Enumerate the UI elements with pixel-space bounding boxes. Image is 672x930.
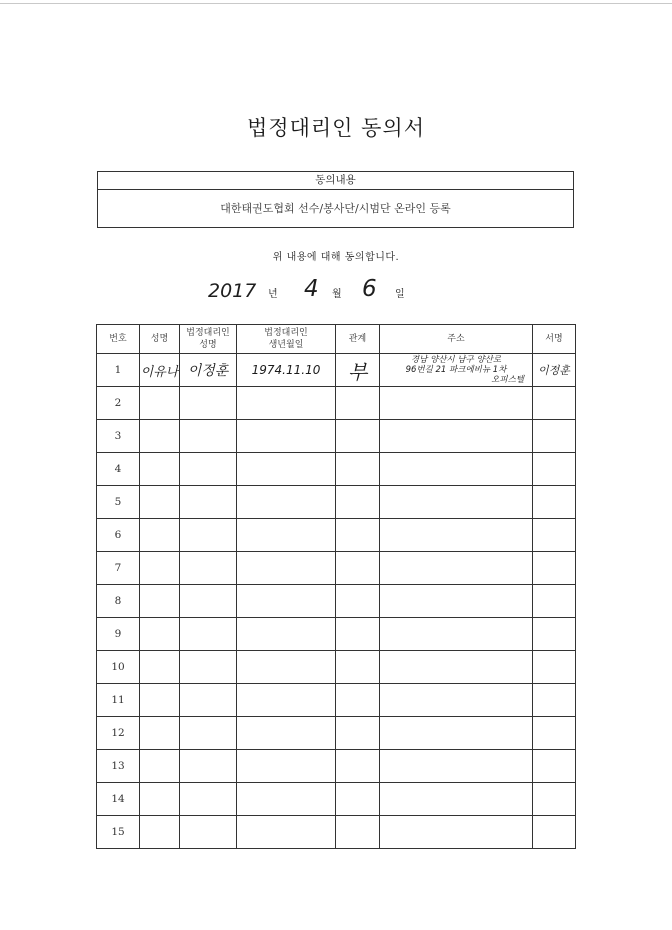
row-relation: [336, 651, 380, 684]
row-name: [140, 453, 180, 486]
date-day: 6: [362, 276, 377, 302]
row-guardian-name: [180, 387, 237, 420]
row-relation-handwritten: 부: [347, 359, 368, 384]
row-relation: [336, 684, 380, 717]
row-name: [140, 684, 180, 717]
row-address: [380, 750, 533, 783]
row-guardian-name: [180, 585, 237, 618]
row-guardian-birth: [237, 816, 336, 849]
table-row: [97, 354, 576, 387]
row-guardian-birth: [237, 453, 336, 486]
row-no: 15: [97, 816, 140, 849]
table-row: [97, 717, 576, 750]
row-signature: [533, 387, 576, 420]
date-day-unit: 일: [395, 289, 405, 300]
row-guardian-birth: [237, 420, 336, 453]
row-address: [380, 486, 533, 519]
table-row: [97, 552, 576, 585]
document-title: 법정대리인 동의서: [247, 116, 425, 140]
row-no: 13: [97, 750, 140, 783]
header-guardian-name: [180, 325, 237, 354]
table-row: [97, 453, 576, 486]
row-name: [140, 651, 180, 684]
row-no: 4: [97, 453, 140, 486]
consent-date: [0, 276, 672, 308]
row-relation: [336, 717, 380, 750]
date-year-unit: 년: [268, 289, 278, 300]
row-guardian-name: [180, 651, 237, 684]
row-address: [380, 354, 533, 387]
header-guardian-name-line2: 성명: [199, 340, 217, 350]
agreement-statement: 위 내용에 대해 동의합니다.: [272, 252, 400, 263]
row-guardian-name: [180, 486, 237, 519]
row-address: [380, 717, 533, 750]
row-name: [140, 585, 180, 618]
row-no: 6: [97, 519, 140, 552]
table-row: [97, 585, 576, 618]
row-name: [140, 618, 180, 651]
row-signature: [533, 486, 576, 519]
row-guardian-name: [180, 783, 237, 816]
row-guardian-birth: [237, 387, 336, 420]
header-no: 번호: [97, 325, 140, 354]
row-guardian-birth: [237, 618, 336, 651]
row-guardian-name: [180, 816, 237, 849]
row-relation: [336, 585, 380, 618]
row-address: [380, 453, 533, 486]
consent-header: 동의내용: [98, 172, 573, 190]
row-signature: [533, 585, 576, 618]
row-relation: [336, 618, 380, 651]
consent-content-box: [97, 171, 574, 228]
row-guardian-name: [180, 552, 237, 585]
row-guardian-birth: [237, 684, 336, 717]
row-address: [380, 420, 533, 453]
row-guardian-birth: [237, 651, 336, 684]
row-name: [140, 387, 180, 420]
row-signature: [533, 420, 576, 453]
row-address: [380, 618, 533, 651]
row-guardian-birth: [237, 519, 336, 552]
row-signature: [533, 354, 576, 387]
header-guardian-name-line1: 법정대리인: [186, 328, 230, 338]
header-relation: 관계: [336, 325, 380, 354]
row-guardian-name: [180, 420, 237, 453]
row-no: 2: [97, 387, 140, 420]
row-guardian-name: [180, 750, 237, 783]
row-address: [380, 585, 533, 618]
row-no: 12: [97, 717, 140, 750]
date-month-unit: 월: [332, 289, 342, 300]
row-name: [140, 783, 180, 816]
row-no: 3: [97, 420, 140, 453]
row-signature: [533, 684, 576, 717]
row-guardian-name-handwritten: 이정훈: [187, 363, 229, 379]
row-name: [140, 552, 180, 585]
row-name: [140, 750, 180, 783]
table-header-row: [97, 325, 576, 354]
row-signature: [533, 783, 576, 816]
row-signature: [533, 618, 576, 651]
table-row: [97, 387, 576, 420]
row-signature-handwritten: 이정훈: [538, 364, 570, 377]
row-no: 8: [97, 585, 140, 618]
row-guardian-name: [180, 717, 237, 750]
row-relation: [336, 420, 380, 453]
table-row: [97, 783, 576, 816]
table-row: [97, 519, 576, 552]
row-name: [140, 717, 180, 750]
row-signature: [533, 453, 576, 486]
row-guardian-name: [180, 354, 237, 387]
row-name: [140, 354, 180, 387]
header-address: 주소: [380, 325, 533, 354]
row-relation: [336, 552, 380, 585]
row-relation: [336, 816, 380, 849]
row-no: 11: [97, 684, 140, 717]
row-relation: [336, 519, 380, 552]
row-relation: [336, 387, 380, 420]
row-guardian-birth: [237, 717, 336, 750]
row-relation: [336, 354, 380, 387]
row-guardian-birth: [237, 750, 336, 783]
row-no: 10: [97, 651, 140, 684]
row-address-line2: 96번길 21 파크에비뉴 1차: [405, 365, 507, 375]
header-signature: 서명: [533, 325, 576, 354]
table-row: [97, 684, 576, 717]
row-relation: [336, 750, 380, 783]
row-name: [140, 816, 180, 849]
row-name: [140, 420, 180, 453]
row-no: 9: [97, 618, 140, 651]
header-guardian-birth-line2: 생년월일: [268, 340, 304, 350]
row-signature: [533, 552, 576, 585]
row-no: 14: [97, 783, 140, 816]
row-address-line3: 오피스텔: [491, 375, 524, 385]
row-guardian-name: [180, 684, 237, 717]
row-no: 5: [97, 486, 140, 519]
row-name: [140, 519, 180, 552]
row-relation: [336, 783, 380, 816]
row-address: [380, 552, 533, 585]
table-row: [97, 816, 576, 849]
row-address: [380, 387, 533, 420]
row-guardian-name: [180, 618, 237, 651]
row-relation: [336, 453, 380, 486]
table-row: [97, 486, 576, 519]
row-guardian-name: [180, 519, 237, 552]
row-address: [380, 684, 533, 717]
table-row: [97, 651, 576, 684]
row-relation: [336, 486, 380, 519]
row-no: 7: [97, 552, 140, 585]
row-signature: [533, 816, 576, 849]
row-address: [380, 816, 533, 849]
scan-edge-line: [0, 3, 672, 4]
row-guardian-birth: [237, 783, 336, 816]
row-name: [140, 486, 180, 519]
row-name-handwritten: 이유나: [140, 364, 179, 380]
header-guardian-birth: [237, 325, 336, 354]
row-guardian-name: [180, 453, 237, 486]
row-guardian-birth: [237, 585, 336, 618]
row-guardian-birth: [237, 486, 336, 519]
table-row: [97, 618, 576, 651]
consent-body: 대한태권도협회 선수/봉사단/시범단 온라인 등록: [220, 202, 451, 215]
row-signature: [533, 519, 576, 552]
row-no: 1: [97, 354, 140, 387]
header-guardian-birth-line1: 법정대리인: [264, 328, 308, 338]
row-signature: [533, 750, 576, 783]
date-year: 2017: [208, 280, 257, 302]
guardian-consent-table: [96, 324, 576, 849]
row-address: [380, 783, 533, 816]
row-address: [380, 519, 533, 552]
date-month: 4: [304, 276, 319, 302]
row-guardian-birth: [237, 354, 336, 387]
row-guardian-birth: [237, 552, 336, 585]
table-row: [97, 750, 576, 783]
row-guardian-birth-handwritten: 1974.11.10: [251, 363, 321, 377]
table-row: [97, 420, 576, 453]
row-address-line1: 경남 양산시 남구 양산로: [410, 355, 502, 365]
row-signature: [533, 651, 576, 684]
row-address: [380, 651, 533, 684]
row-signature: [533, 717, 576, 750]
header-name: 성명: [140, 325, 180, 354]
